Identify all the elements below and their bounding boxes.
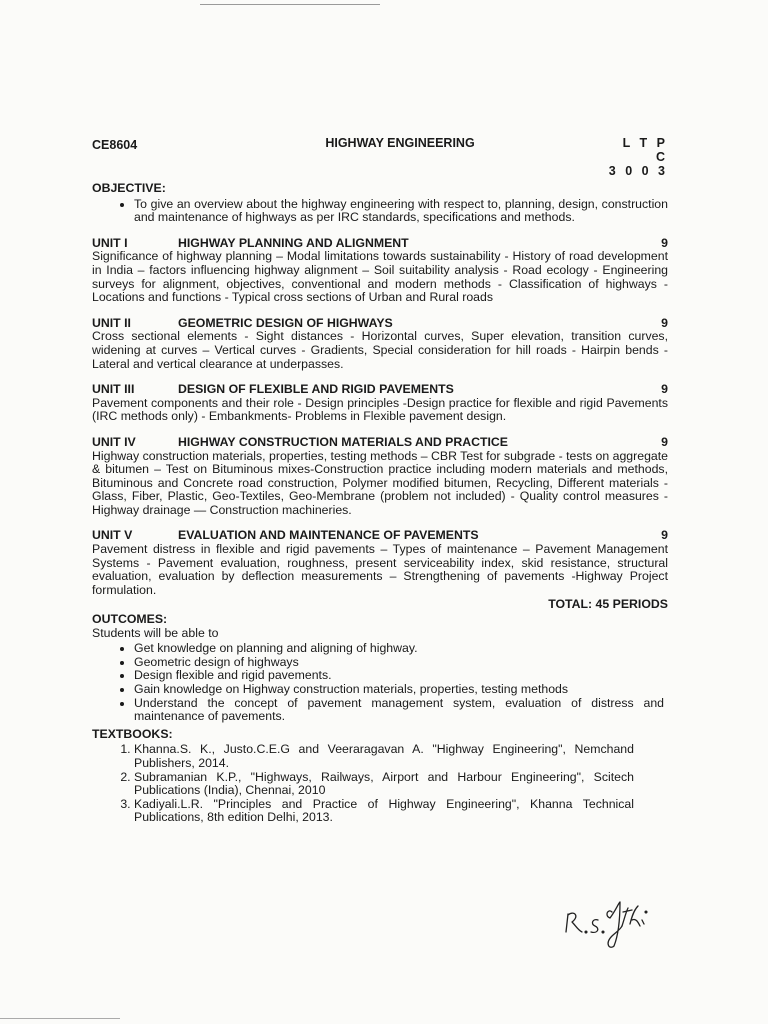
unit-hours: 9 xyxy=(661,235,668,250)
unit-section-2 xyxy=(92,317,668,371)
unit-heading xyxy=(92,317,668,331)
unit-number: UNIT II xyxy=(92,315,131,330)
unit-content: Significance of highway planning – Modal limitations towards sustainability - History of road development in India – factors influencing highway alignment – Soil suitability analysis - Road ecology - Engineering surveys for alignment, objectives, conventional and modern methods - Classification of highways - Locations and functions - Typical cross sections of Urban and Rural roads xyxy=(92,249,668,305)
handwritten-signature xyxy=(560,890,680,950)
syllabus-page xyxy=(92,136,668,825)
unit-section-3 xyxy=(92,383,668,424)
objective-title: OBJECTIVE: xyxy=(92,181,166,195)
unit-heading xyxy=(92,383,668,397)
course-title: HIGHWAY ENGINEERING xyxy=(325,136,475,150)
unit-title: EVALUATION AND MAINTENANCE OF PAVEMENTS xyxy=(178,528,479,543)
unit-heading xyxy=(92,237,668,251)
unit-hours: 9 xyxy=(661,528,668,543)
outcome-item: • Get knowledge on planning and aligning of highway. xyxy=(134,642,668,656)
unit-number: UNIT I xyxy=(92,235,128,250)
unit-hours: 9 xyxy=(661,382,668,397)
unit-number: UNIT IV xyxy=(92,434,136,449)
unit-section-5 xyxy=(92,529,668,597)
textbook-item: 2. Subramanian K.P., "Highways, Railways, Airport and Harbour Engineering", Scitech Publications (India), Chennai, 2010 xyxy=(134,771,634,798)
unit-content: Pavement components and their role - Design principles -Design practice for flexible and rigid Pavements (IRC methods only) - Embankments- Problems in Flexible pavement design. xyxy=(92,395,668,424)
unit-number: UNIT III xyxy=(92,382,135,397)
unit-title: HIGHWAY CONSTRUCTION MATERIALS AND PRACTICE xyxy=(178,434,508,449)
textbook-item: 3. Kadiyali.L.R. "Principles and Practice of Highway Engineering", Khanna Technical Publications, 8th edition Delhi, 2013. xyxy=(134,798,634,825)
scan-edge-line xyxy=(0,1018,120,1019)
unit-section-1 xyxy=(92,237,668,305)
unit-hours: 9 xyxy=(661,315,668,330)
course-code: CE8604 xyxy=(92,138,138,152)
unit-content: Pavement distress in flexible and rigid pavements – Types of maintenance – Pavement Management Systems - Pavement evaluation, roughness, present serviceability index, skid resistance, structural evaluation, evaluation by deflection measurements – Strengthening of pavements -Highway Project formulation. xyxy=(92,542,668,597)
ltpc-label: L T P C xyxy=(622,136,668,164)
outcomes-list xyxy=(92,642,668,724)
textbooks-list xyxy=(92,743,634,825)
unit-hours: 9 xyxy=(661,434,668,449)
textbook-item: 1. Khanna.S. K., Justo.C.E.G and Veeraragavan A. "Highway Engineering", Nemchand Publishers, 2014. xyxy=(134,743,634,770)
unit-title: DESIGN OF FLEXIBLE AND RIGID PAVEMENTS xyxy=(178,382,454,397)
unit-heading xyxy=(92,436,668,450)
unit-heading xyxy=(92,529,668,543)
textbooks-title: TEXTBOOKS: xyxy=(92,726,173,741)
unit-title: HIGHWAY PLANNING AND ALIGNMENT xyxy=(178,235,409,250)
unit-number: UNIT V xyxy=(92,528,133,543)
outcome-item: • Gain knowledge on Highway construction materials, properties, testing methods xyxy=(134,683,668,697)
scan-edge-line xyxy=(200,4,380,5)
outcome-item: • Design flexible and rigid pavements. xyxy=(134,669,668,683)
unit-content: Highway construction materials, properties, testing methods – CBR Test for subgrade - tests on aggregate & bitumen – Test on Bituminous mixes-Construction practice including modern materials and methods, Bituminous and Concrete road construction, Polymer modified bitumen, Recycling, Different materials - Glass, Fiber, Plastic, Geo-Textiles, Geo-Membrane (problem not included) - Quality control measures - Highway drainage — Construction machineries. xyxy=(92,448,668,517)
unit-title: GEOMETRIC DESIGN OF HIGHWAYS xyxy=(178,315,393,330)
outcomes-intro: Students will be able to xyxy=(92,625,219,640)
total-periods: TOTAL: 45 PERIODS xyxy=(548,597,668,612)
ltpc-block xyxy=(608,136,668,178)
outcome-item: • Understand the concept of pavement management system, evaluation of distress and maintenance of pavements. xyxy=(134,697,668,724)
unit-section-4 xyxy=(92,436,668,518)
unit-content: Cross sectional elements - Sight distances - Horizontal curves, Super elevation, transition curves, widening at curves – Vertical curves - Gradients, Special consideration for hill roads - Hairpin bends - Lateral and vertical clearance at underpasses. xyxy=(92,329,668,371)
ltpc-values: 3 0 0 3 xyxy=(608,164,668,178)
objective-list xyxy=(92,198,668,225)
course-header xyxy=(92,136,668,178)
outcomes-title: OUTCOMES: xyxy=(92,612,168,627)
outcome-item: • Geometric design of highways xyxy=(134,656,668,670)
objective-item: • To give an overview about the highway engineering with respect to, planning, design, construction and maintenance of highways as per IRC standards, specifications and methods. xyxy=(134,198,668,225)
